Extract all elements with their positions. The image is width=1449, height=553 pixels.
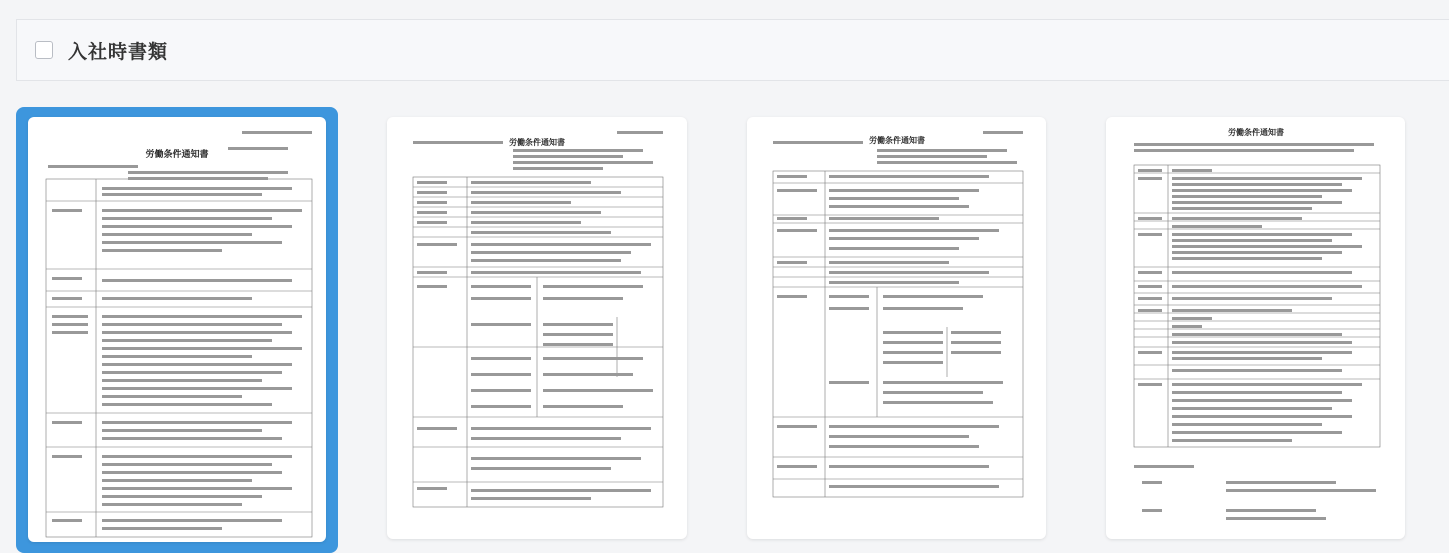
document-thumbnail-1[interactable] bbox=[16, 107, 338, 553]
document-preview bbox=[28, 117, 326, 542]
section-header bbox=[16, 19, 1449, 81]
section-title: 入社時書類 bbox=[68, 40, 169, 63]
document-page-3 bbox=[747, 117, 1046, 539]
document-thumbnail-2[interactable] bbox=[387, 117, 687, 539]
section-checkbox[interactable] bbox=[35, 41, 53, 59]
document-title: 労働条件通知書 bbox=[1228, 128, 1284, 137]
document-thumbnail-4[interactable] bbox=[1106, 117, 1405, 539]
document-title: 労働条件通知書 bbox=[145, 150, 209, 160]
document-title: 労働条件通知書 bbox=[509, 138, 565, 147]
document-thumbnail-3[interactable] bbox=[747, 117, 1046, 539]
document-page-1 bbox=[28, 117, 326, 542]
document-page-4 bbox=[1106, 117, 1405, 539]
document-page-2 bbox=[387, 117, 687, 539]
document-title: 労働条件通知書 bbox=[869, 136, 925, 145]
